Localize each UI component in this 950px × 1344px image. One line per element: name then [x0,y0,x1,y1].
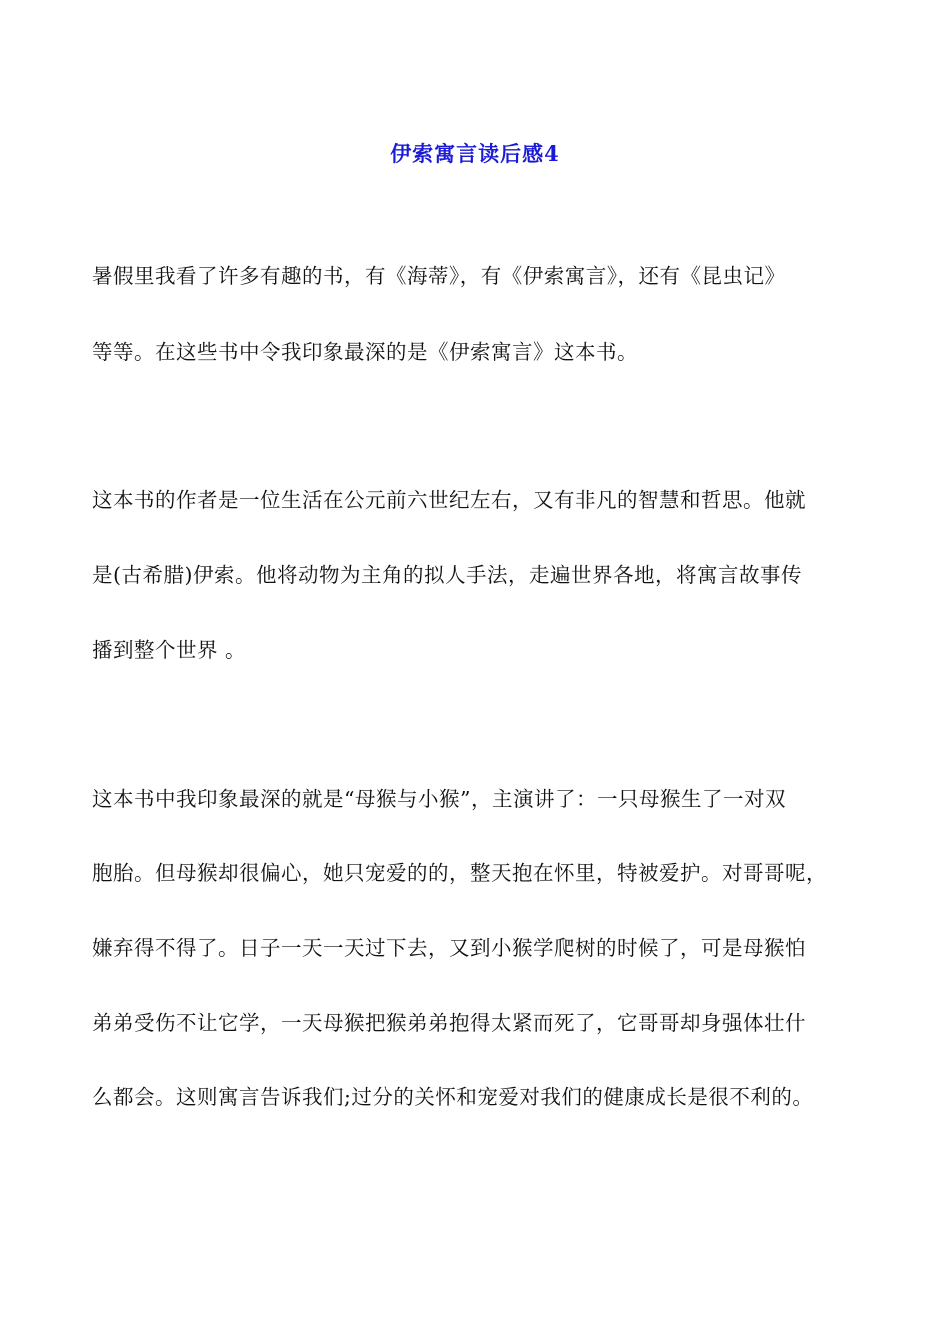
paragraph-line: 弟弟受伤不让它学，一天母猴把猴弟弟抱得太紧而死了，它哥哥却身强体壮什 [92,1011,806,1035]
paragraph-line: 这本书的作者是一位生活在公元前六世纪左右，又有非凡的智慧和哲思。他就 [92,488,806,512]
paragraph-line: 嫌弃得不得了。日子一天一天过下去，又到小猴学爬树的时候了，可是母猴怕 [92,936,806,960]
paragraph-line: 等等。在这些书中令我印象最深的是《伊索寓言》这本书。 [92,340,638,364]
paragraph-line: 是(古希腊)伊索。他将动物为主角的拟人手法，走遍世界各地，将寓言故事传 [92,563,802,587]
paragraph-line: 胞胎。但母猴却很偏心，她只宠爱的的，整天抱在怀里，特被爱护。对哥哥呢， [92,861,827,885]
document-title: 伊索寓言读后感4 [390,141,560,166]
paragraph-line: 播到整个世界 。 [92,638,247,662]
paragraph-line: 暑假里我看了许多有趣的书，有《海蒂》，有《伊索寓言》，还有《昆虫记》 [92,264,786,288]
paragraph-line: 么都会。这则寓言告诉我们;过分的关怀和宠爱对我们的健康成长是很不利的。 [92,1085,814,1109]
paragraph-line: 这本书中我印象最深的就是“母猴与小猴”，主演讲了：一只母猴生了一对双 [92,787,786,811]
